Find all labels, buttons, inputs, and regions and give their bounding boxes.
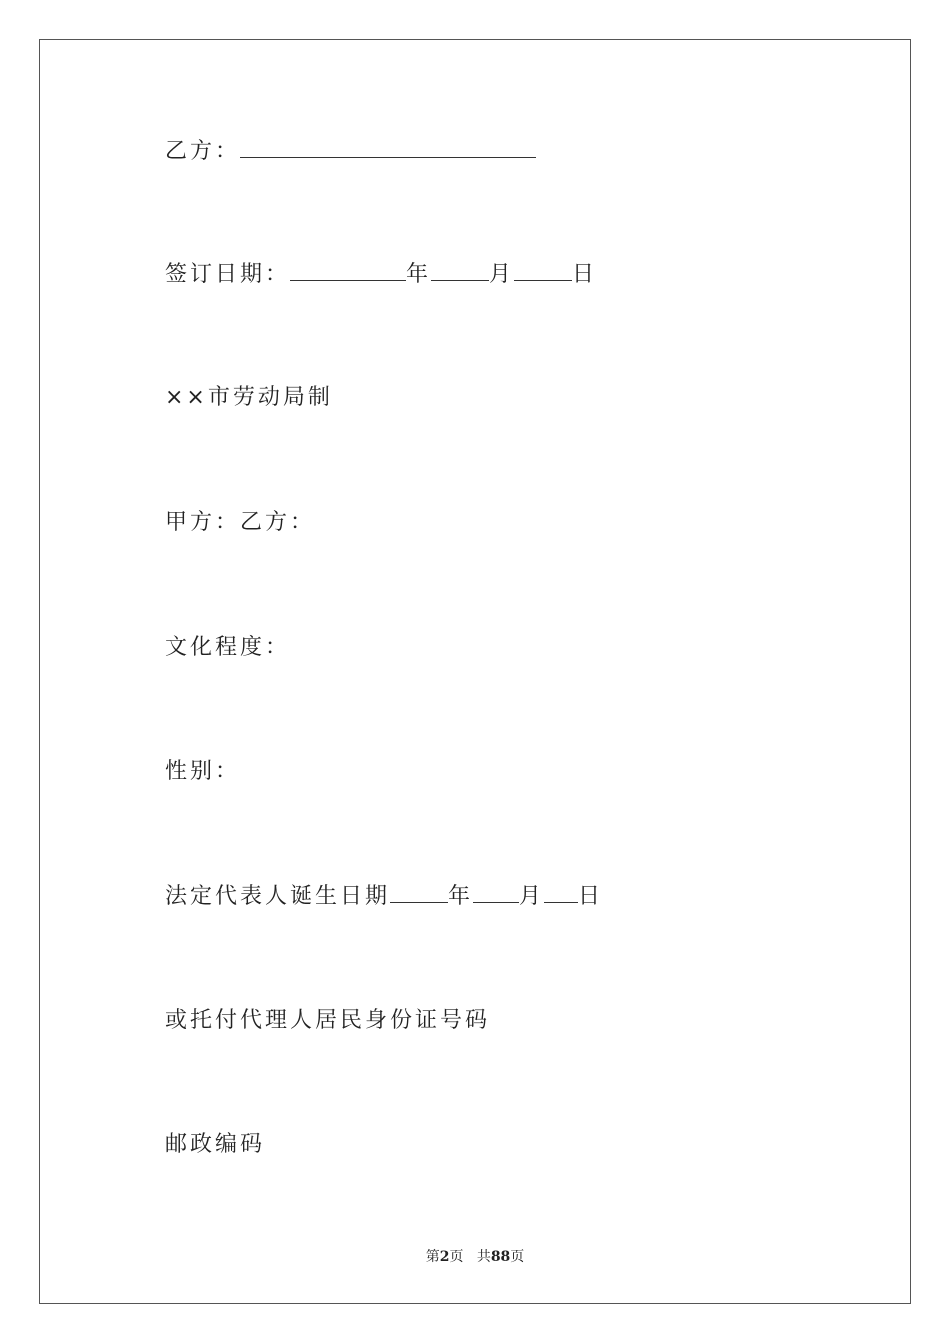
issuer-line: ××市劳动局制 bbox=[165, 385, 333, 410]
sign-day-blank bbox=[514, 260, 572, 281]
footer-page-number: 2 bbox=[439, 1249, 450, 1265]
party-b-blank bbox=[240, 137, 536, 158]
sign-year-blank bbox=[290, 260, 406, 281]
page-footer bbox=[0, 1246, 950, 1266]
footer-total-prefix: 共 bbox=[476, 1249, 491, 1265]
agent-id-line: 或托付代理人居民身份证号码 bbox=[165, 1008, 491, 1033]
postal-code-line: 邮政编码 bbox=[165, 1132, 266, 1157]
footer-page-suffix: 页 bbox=[449, 1249, 464, 1265]
party-b-label: 乙方： bbox=[165, 139, 241, 164]
legal-rep-birth-line bbox=[165, 882, 603, 911]
parties-line: 甲方：乙方： bbox=[165, 510, 316, 535]
footer-total-pages: 88 bbox=[490, 1249, 511, 1265]
gender-line: 性别： bbox=[165, 759, 241, 784]
sign-month-unit: 月 bbox=[489, 262, 515, 287]
sign-year-unit: 年 bbox=[406, 262, 432, 287]
sign-day-unit: 日 bbox=[572, 262, 598, 287]
party-b-line bbox=[165, 137, 536, 166]
birth-month-blank bbox=[473, 882, 519, 903]
page-frame bbox=[39, 39, 911, 1304]
birth-day-unit: 日 bbox=[578, 884, 604, 909]
sign-date-label: 签订日期： bbox=[165, 262, 291, 287]
legal-rep-birth-label: 法定代表人诞生日期 bbox=[165, 884, 391, 909]
sign-month-blank bbox=[431, 260, 489, 281]
birth-year-blank bbox=[390, 882, 448, 903]
birth-year-unit: 年 bbox=[448, 884, 474, 909]
footer-prefix: 第 bbox=[425, 1249, 440, 1265]
footer-total-suffix: 页 bbox=[510, 1249, 525, 1265]
birth-day-blank bbox=[544, 882, 578, 903]
education-line: 文化程度： bbox=[165, 635, 291, 660]
birth-month-unit: 月 bbox=[519, 884, 545, 909]
sign-date-line bbox=[165, 260, 597, 289]
